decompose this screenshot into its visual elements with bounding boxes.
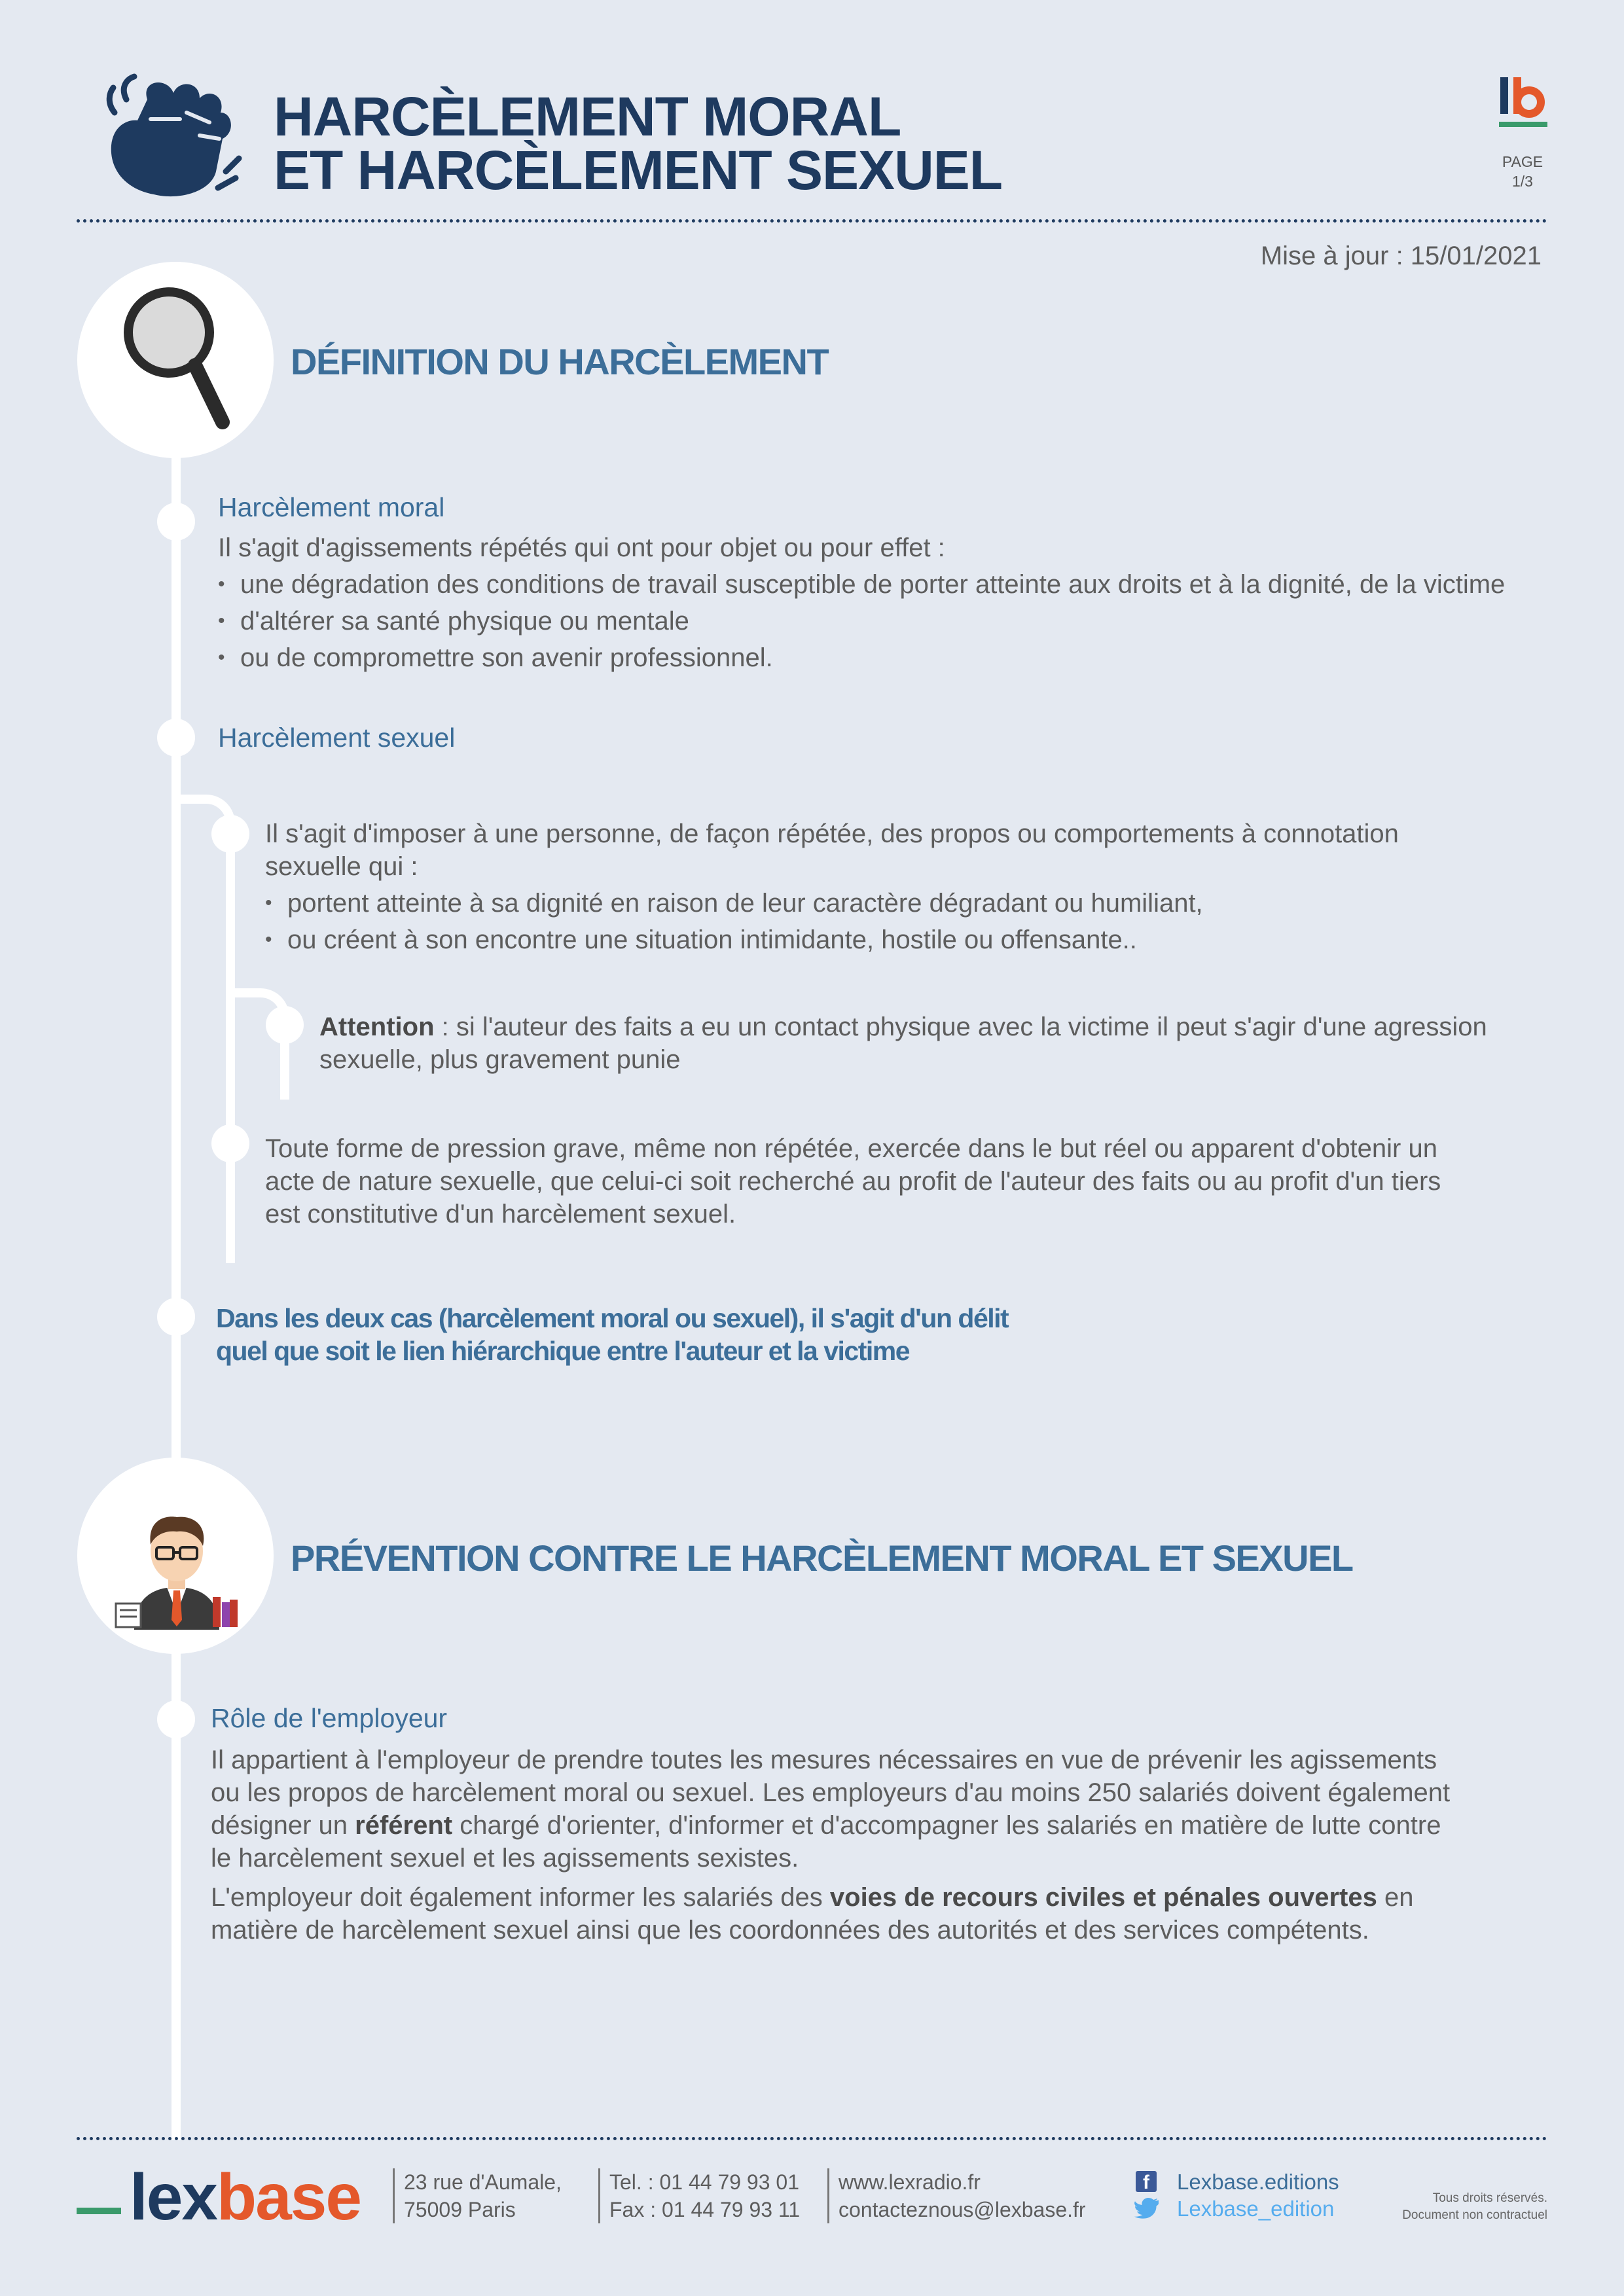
- moral-definition: [218, 531, 1505, 674]
- conclusion-line-2: quel que soit le lien hiérarchique entre l'auteur et la victime: [216, 1336, 910, 1366]
- twitter-icon[interactable]: [1134, 2198, 1159, 2219]
- list-item: • portent atteinte à sa dignité en raison de leur caractère dégradant ou humiliant,: [256, 887, 1399, 924]
- list-item: • d'altérer sa santé physique ou mentale: [209, 605, 1505, 641]
- lb-logo: [1498, 72, 1550, 131]
- role-line-post: en: [1377, 1883, 1414, 1912]
- timeline-dot: [211, 815, 249, 853]
- role-line-post: chargé d'orienter, d'informer et d'accompagner les salariés en matière de lutte contre: [452, 1811, 1441, 1840]
- role-line: matière de harcèlement sexuel ainsi que les coordonnées des autorités et des services compétents.: [211, 1916, 1369, 1945]
- timeline-dot: [266, 1006, 304, 1044]
- brand-underscore: [77, 2208, 121, 2214]
- list-item: • ou créent à son encontre une situation intimidante, hostile ou offensante..: [256, 924, 1399, 956]
- email-link[interactable]: contacteznous@lexbase.fr: [839, 2198, 1086, 2221]
- footer-phone: [598, 2168, 800, 2223]
- footer-divider: [77, 2137, 1547, 2140]
- main-timeline: [171, 432, 181, 2140]
- referent-term: référent: [355, 1811, 453, 1840]
- pression-line: acte de nature sexuelle, que celui-ci soit recherché au profit de l'auteur des faits ou au profit d'un tiers: [265, 1167, 1441, 1196]
- magnifier-icon: [118, 281, 236, 439]
- rights-notice: [1402, 2190, 1547, 2224]
- address-line: 23 rue d'Aumale,: [404, 2170, 562, 2194]
- timeline-dot: [157, 719, 195, 757]
- sexuel-intro-line-1: Il s'agit d'imposer à une personne, de façon répétée, des propos ou comportements à connotation: [265, 819, 1399, 848]
- facebook-icon[interactable]: f: [1136, 2171, 1157, 2192]
- subheading-role-employeur: Rôle de l'employeur: [211, 1703, 448, 1733]
- role-line: Il appartient à l'employeur de prendre toutes les mesures nécessaires en vue de prévenir les agissements: [211, 1746, 1437, 1774]
- document-title-line-1: HARCÈLEMENT MORAL: [274, 86, 901, 147]
- pression-line: est constitutive d'un harcèlement sexuel.: [265, 1200, 736, 1229]
- footer-web: [827, 2168, 1086, 2223]
- attention-label: Attention: [319, 1013, 435, 1041]
- document-title-line-2: ET HARCÈLEMENT SEXUEL: [274, 139, 1003, 201]
- moral-intro: Il s'agit d'agissements répétés qui ont pour objet ou pour effet :: [218, 533, 945, 562]
- fax-number: Fax : 01 44 79 93 11: [609, 2198, 801, 2221]
- sexuel-definition: [265, 817, 1399, 956]
- timeline-dot: [157, 503, 195, 541]
- page-label: PAGE: [1502, 153, 1543, 170]
- list-item: • une dégradation des conditions de travail susceptible de porter atteinte aux droits et à la dignité, de la victime: [209, 568, 1505, 605]
- attention-text: : si l'auteur des faits a eu un contact physique avec la victime il peut s'agir d'une agression: [434, 1013, 1487, 1041]
- list-item: • ou de compromettre son avenir professionnel.: [209, 641, 1505, 674]
- timeline-dot: [157, 1700, 195, 1738]
- pression-definition: [265, 1132, 1441, 1230]
- brand-lex: lex: [130, 2161, 217, 2234]
- timeline-dot: [157, 1298, 195, 1336]
- page-number: 1/3: [1512, 173, 1533, 190]
- section-title-definition: DÉFINITION DU HARCÈLEMENT: [291, 341, 829, 382]
- sub-timeline: [226, 825, 235, 1263]
- conclusion-line-1: Dans les deux cas (harcèlement moral ou sexuel), il s'agit d'un délit: [216, 1303, 1009, 1333]
- attention-note: [319, 1011, 1487, 1076]
- subheading-harcelement-moral: Harcèlement moral: [218, 492, 445, 522]
- website-link[interactable]: www.lexradio.fr: [839, 2170, 981, 2194]
- update-date: Mise à jour : 15/01/2021: [1260, 242, 1542, 270]
- sexuel-intro-line-2: sexuelle qui :: [265, 852, 418, 881]
- pression-line: Toute forme de pression grave, même non répétée, exercée dans le but réel ou apparent d'obtenir un: [265, 1134, 1437, 1163]
- footer-address: [393, 2168, 562, 2223]
- sexuel-list: [256, 887, 1399, 956]
- phone-number[interactable]: Tel. : 01 44 79 93 01: [609, 2170, 799, 2194]
- role-line-pre: L'employeur doit également informer les salariés des: [211, 1883, 830, 1912]
- timeline-dot: [211, 1124, 249, 1162]
- section-title-prevention: PRÉVENTION CONTRE LE HARCÈLEMENT MORAL ET SEXUEL: [291, 1537, 1353, 1579]
- subheading-harcelement-sexuel: Harcèlement sexuel: [218, 723, 456, 753]
- attention-text-line-2: sexuelle, plus gravement punie: [319, 1045, 681, 1074]
- brand-base: base: [217, 2161, 361, 2234]
- header-divider: [77, 219, 1547, 223]
- employer-avatar-icon: [115, 1499, 239, 1630]
- rights-line: Tous droits réservés.: [1432, 2191, 1547, 2205]
- role-line-pre: désigner un: [211, 1811, 355, 1840]
- role-employeur-text: [211, 1744, 1450, 1946]
- facebook-link[interactable]: Lexbase.editions: [1177, 2170, 1339, 2194]
- twitter-link[interactable]: Lexbase_edition: [1177, 2197, 1335, 2221]
- fist-icon: [101, 73, 242, 204]
- role-line: ou les propos de harcèlement moral ou sexuel. Les employeurs d'au moins 250 salariés doivent également: [211, 1778, 1451, 1807]
- role-line: le harcèlement sexuel et les agissements sexistes.: [211, 1844, 799, 1873]
- lexbase-logo[interactable]: [130, 2160, 361, 2235]
- rights-line: Document non contractuel: [1402, 2208, 1547, 2222]
- voies-recours-term: voies de recours civiles et pénales ouvertes: [829, 1883, 1377, 1912]
- moral-list: [209, 568, 1505, 674]
- address-line: 75009 Paris: [404, 2198, 516, 2221]
